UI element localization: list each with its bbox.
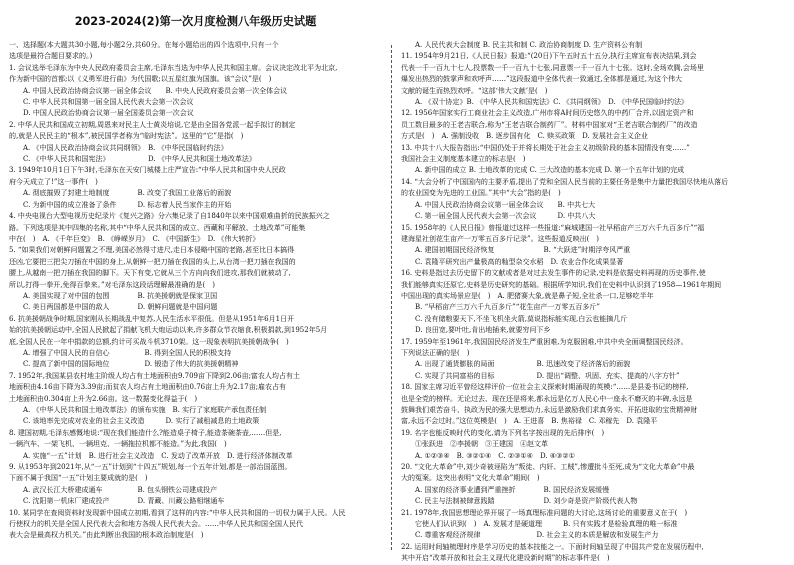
- question-text-line: 一、选择题(本大题共30小题,每小题2分,共60分。在每小题给出的四个选项中,只有一个: [9, 41, 279, 49]
- question-text-line: C. 沈阳第一机床厂建成投产 D. 青藏、川藏公路相继通车: [23, 497, 225, 506]
- question-text-line: C. 该地率先完成对农业的社会主义改造 D. 实行了减租减息的土地政策: [23, 417, 260, 426]
- question-text-line: 行使权力的机关是全国人民代表大会和地方各级人民代表大会。……中华人民共和国全国人民代: [9, 520, 303, 529]
- question-text-line: A. 建国初期国民经济恢复 B. “大跃进”时期浮夸风严重: [415, 246, 631, 255]
- left-column: [9, 40, 382, 542]
- question-text-line: C. 《中华人民共和国宪法》 D. 《中华人民共和国土地改革法》: [23, 155, 256, 164]
- question-text-line: C. 为新中国的成立准备了条件 D. 标志着人民当家作主的开始: [23, 200, 232, 209]
- question-text-line: 3. 1949年10月1日下午3时,毛泽东在天安门城楼上庄严宣告:“中华人民共和国中央人民政: [9, 166, 286, 175]
- question-text-line: 19. 名字也能反映时代的变化,请为下列名字按出现的先后排序( ): [401, 428, 605, 437]
- question-text-line: C. 美日两国都是中国的敌人 D. 朝鲜问题就是中国问题: [23, 303, 218, 312]
- question-text-line: C. 尊重客观经济规律 D. 社会主义的本质是解放和发展生产力: [415, 531, 659, 540]
- question-text-line: C. 中华人民共和国第一届全国人民代表大会第一次会议: [23, 98, 194, 107]
- exam-title: 2023-2024(2)第一次月度检测八年级历史试题: [74, 15, 317, 28]
- question-text-line: 我们能够真实还原它,史料是历史研究的基础。根据所学知识,我们在史料中认识到了1958—1961年期间: [401, 280, 722, 289]
- question-text-line: 8. 建国初期,毛泽东感慨地说:“现在我们能造什么?能造桌子椅子,能造茶碗茶壶,……但是,: [9, 428, 282, 437]
- question-text-line: 4. 中央电视台大型电视历史纪录片《复兴之路》分六集记录了自1840年以来中国艰难曲折的民族振兴之: [9, 212, 330, 221]
- question-text-line: 所以,打得一拳开,免得百拳来。”对毛泽东这段话理解最准确的是( ): [9, 280, 215, 289]
- question-text-line: A. 新中国的成立 B. 土地改革的完成 C. 三大改造的基本完成 D. 第一个五年计划的完成: [415, 166, 685, 175]
- question-text-line: D. 良田宽,要叶吐,肯出地插来,就要穷问下乡: [415, 326, 551, 335]
- question-text-line: 12. 1956年国家实行工商业社会主义改造,广州市将A时间历史悠久的中药厂合并,以固定资产和: [401, 109, 694, 118]
- question-text-line: 5. “如果我们对朝鲜问题置之不理,美国必然得寸进尺,走日本侵略中国的老路,甚至比日本搞得: [9, 246, 295, 255]
- question-text-line: 17. 1959年至1961年,我国国民经济发生严重困难,为克服困难,中共中央全面调整国民经济。: [401, 337, 688, 346]
- question-text-line: 6. 抗美援朝战争时期,国家刚从长期战乱中复苏,人民生活水平很低。但是从1951年6月1日开: [9, 314, 295, 323]
- question-text-line: 大的冤案。这突出表明“文化大革命”期间( ): [401, 474, 540, 483]
- question-text-line: A. 武汉长江大桥建成通车 B. 包头钢铁公司建成投产: [23, 485, 218, 494]
- question-text-line: 16. 史料是指过去历史留下的文献或者是对过去发生事件的记录,史料是依据史料再现的历史事件,使: [401, 269, 706, 278]
- question-text-line: A. 出现了通货膨胀的局面 B. 迅速改变了经济落后的面貌: [415, 360, 631, 369]
- question-text-line: 还凶,它要把三把尖刀插在中国的身上,从朝鲜一把刀插在我国的头上,从台湾一把刀插在我国的: [9, 257, 296, 266]
- question-text-line: 土地面积由0.304亩上升为2.66亩。这一数据变化得益于( ): [9, 394, 198, 403]
- question-text-line: A. 《中华人民共和国土地改革法》的颁布实施 B. 实行了家庭联产承包责任制: [23, 406, 267, 414]
- question-text-line: D. 中国人民政治协商会议第一届全国委员会第一次会议: [23, 109, 194, 118]
- question-text-line: A. 中国人民政治协商会议第一届全体会议 B. 中央人民政府委员会第一次全体会议: [23, 86, 288, 95]
- question-text-line: 员工数目最多的王老吉联合,称为“王老吉联合制药厂”。材料中国家对“王老吉联合制药厂”的改造: [401, 120, 698, 129]
- right-column: [401, 40, 774, 565]
- question-text-line: 21. 1978年,我国思想理论界开展了一场真理标准问题的大讨论,这场讨论的重要意义在于( ): [401, 508, 688, 517]
- question-text-line: 14. “大会分析了中国国内的主要矛盾,提出了党和全国人民当前的主要任务是集中力量把我国尽快地从落后: [401, 177, 729, 186]
- question-text-line: A. ①②③④ B. ③②①④ C. ②③①④ D. ④③②①: [415, 451, 575, 460]
- question-text-line: 15. 1958年的《人民日报》曾报道过这样一些报道:“麻城建国一社早稻亩产三万六千九百多斤”“福: [401, 223, 705, 232]
- question-text-line: 一辆汽车、一架飞机、一辆坦克、一辆拖拉机都不能造。”为此,我国( ): [9, 440, 227, 449]
- question-text-line: 地面积由4.16亩下降为3.39亩;而贫农人均占有土地面积由0.76亩上升为2.17亩;雇农占有: [9, 383, 287, 392]
- question-text-line: A. 国家的经济事业遭到严重挫折 B. 国民经济发展缓慢: [415, 485, 610, 494]
- column-divider: [391, 45, 392, 550]
- question-text-line: 选项是最符合题目要求的。): [9, 52, 93, 61]
- question-text-line: 腰上,从越南一把刀插在我国的脚下。天下有变,它就从三个方向向我们进攻,那我们就被动了,: [9, 269, 291, 278]
- question-text-line: 7. 1952年,我国某县农村地主阶级人均占有土地面积由9.709亩下降到2.06亩;富农人均占有土: [9, 371, 300, 380]
- question-text-line: 方式是( ) A. 强制没收 B. 逐步国有化 C. 赎买政策 D. 发展社会主义企业: [401, 132, 648, 141]
- question-text-line: 18. 国家主席习近平曾经这样评价一位社会主义探索时期涌现的英模:“……是县委书记的榜样,: [401, 383, 689, 392]
- question-text-line: A. 实施“一五”计划 B. 进行社会主义改造 C. 发动了改革开放 D. 进行经济体制改革: [23, 451, 293, 460]
- question-text-line: 也是全党的榜样。无论过去、现在还是将来,都永远是亿万人民心中一座永不磨灭的丰碑,永远是: [401, 394, 693, 403]
- question-text-line: 13. 中共十八大报告指出:“中国仍处于并将长期处于社会主义初级阶段的基本国情没有变……”: [401, 143, 690, 152]
- question-text-line: 1. 会议选举毛泽东为中央人民政府委员会主席,毛泽东当选为中华人民共和国主席。会议决定改北平为北京,: [9, 63, 338, 72]
- question-text-line: 文献的诞生而热烈欢呼。“这部‘伟大文献’是( ): [401, 86, 548, 95]
- question-text-line: 10. 某同学在查阅资料时发现新中国成立初期,看到了这样的内容:“中华人民共和国的一切权力属于人民。人民: [9, 508, 346, 517]
- question-text-line: A. 增强了中国人民的自信心 B. 得到全国人民的积极支持: [23, 348, 232, 357]
- question-text-line: 富,永远不会过时。”这位英模是( ) A. 王进喜 B. 焦裕禄 C. 邓稼先 D. 袁隆平: [401, 417, 658, 426]
- question-text-line: C. 民主与法制被肆意践踏 D. 刘少奇是资产阶级代表人物: [415, 497, 638, 506]
- question-text-line: 20. “文化大革命”中,刘少奇被诬陷为“叛徒、内奸、工贼”,惨遭批斗至死,成为“文化大革命”中最: [401, 463, 695, 472]
- question-text-line: 下面不属于我国“一五”计划主要成就的是( ): [9, 474, 148, 483]
- question-text-line: 鼓舞我们艰苦奋斗、执政为民的强大思想动力,永远是激励我们求真务实、开拓进取的宝贵精神财: [401, 406, 698, 414]
- question-text-line: 代表一千一百九十七人,投票数一千一百九十七张,同意票一千一百九十七张。这时,全场欢腾,会场里: [401, 63, 704, 72]
- question-text-line: C. 提高了新中国的国际地位 D. 锻造了伟大的抗美援朝精神: [23, 360, 239, 369]
- question-text-line: 22. 运用时间轴梳理时序是学习历史的基本技能之一。下面时间轴呈现了中国共产党在发展历程中,: [401, 542, 704, 551]
- question-text-line: 建海星社创花生亩产一万零五百多斤记录”。这些报道反映出( ): [401, 234, 600, 243]
- question-text-line: A. 中国人民政治协商会议第一届全体会议 B. 中共七大: [415, 200, 596, 209]
- question-text-line: 爆发出热烈的鼓掌声和欢呼声……”这段报道中全体代表一致通过,全体都是通过,为这个伟大: [401, 75, 683, 84]
- question-text-line: A. 《中国人民政治协商会议共同纲领》 B. 《中华民国临时约法》: [23, 143, 228, 152]
- question-text-line: 始的抗美援朝运动中,全国人民掀起了捐献飞机大炮运动以来,许多群众节衣缩食,积极捐款,到1952年5月: [9, 326, 328, 335]
- question-text-line: 的农业国变为先进的工业国。”其中“大会”指的是( ): [401, 189, 561, 198]
- question-text-line: 中国出现的真实场景应是( ) A. 肥猪赛大象,就是鼻子短,全社杀一口,足够吃半年: [401, 291, 654, 300]
- question-text-line: C. 没有储粮要天下,不坐飞机坐火箭,莫说指标能实现,白云也能摘几斤: [415, 314, 628, 323]
- question-text-line: A. 《双十协定》B. 《中华人民共和国宪法》C. 《共同纲领》 D. 《中华民国临时约法》: [415, 98, 688, 107]
- question-text-line: 2. 中华人民共和国成立初期,周恩来对民主人士黄炎培说,它是由全国各党派一起手拟订的制定: [9, 120, 296, 129]
- question-text-line: 路。下列选项是其中四集的名称,其中“中华人民共和国的成立、西藏和平解放、土地改革”可能集: [9, 223, 306, 232]
- question-text-line: 的,就是人民民主的“根本”,被民国学者称为“临时宪法”。这里的“它”是指( ): [9, 132, 244, 141]
- question-text-line: C. 实现了共同富裕的目标 D. 提出“调整、巩固、充实、提高的八字方针”: [415, 371, 680, 380]
- question-text-line: 我国社会主义制度基本建立的标志是( ): [401, 155, 526, 164]
- question-text-line: 府今天成立了!”这一事件( ): [9, 177, 98, 186]
- question-text-line: A. 美国实现了对中国的包围 B. 抗美援朝就是保家卫国: [23, 291, 218, 300]
- question-text-line: 下列说法正确的是( ): [401, 348, 470, 357]
- question-text-line: 11. 1954年9月21日,《人民日报》报道:“(20日)下午五时五十五分,执行主席宣布表决结果,到会: [401, 52, 697, 61]
- question-text-line: 作为新中国的首都;以《义勇军进行曲》为代国歌;以五星红旗为国旗。该“会议”是( ): [9, 75, 272, 84]
- question-text-line: C. 袁隆平研究出产量极高的籼型杂交水稻 D. 农业合作化成果显著: [415, 257, 624, 266]
- question-text-line: 底,全国人民在一年中捐款的总额,约计可买战斗机3710架。这一现象表明抗美援朝战争( ): [9, 337, 289, 346]
- question-text-line: 中在( ) A. 《千年巨变》 B. 《峥嵘岁月》 C. 《中国新生》 D. 《伟大转折》: [9, 234, 260, 243]
- question-text-line: B. “早稻亩产三万六千九百多斤”“花生亩产一万零五百多斤”: [415, 303, 600, 312]
- question-text-line: 表大会是最高权力机关。”由此判断出我国的根本政治制度是( ): [9, 531, 204, 540]
- question-text-line: 9. 从1953年到2021年,从“一五”计划到“十四五”规划,每一个五年计划,都是一部治国蓝图。: [9, 463, 292, 472]
- question-text-line: A. 彻底摧毁了封建土地制度 B. 改变了我国工业落后的面貌: [23, 189, 232, 198]
- question-text-line: A. 人民代表大会制度 B. 民主共和制 C. 政治协商制度 D. 生产资料公有制: [415, 41, 643, 49]
- question-text-line: 它使人们认识到( ) A. 发展才是硬道理 B. 只有实践才是检验真理的唯一标准: [415, 520, 678, 529]
- question-text-line: 其中开启“改革开放和社会主义现代化建设新时期”的标志事件是( ): [401, 554, 610, 563]
- question-text-line: ①张跃进 ②李援朝 ③王建国 ④赵文革: [415, 440, 548, 449]
- question-text-line: C. 第一届全国人民代表大会第一次会议 D. 中共八大: [415, 212, 596, 221]
